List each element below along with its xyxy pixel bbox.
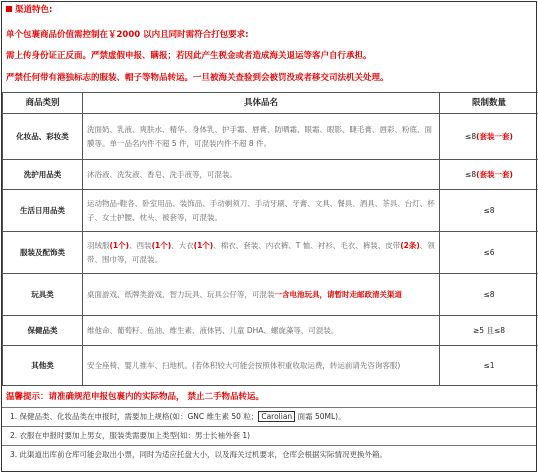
category-cell: 服装及配饰类 [3,232,83,274]
table-header-row [3,93,538,114]
category-cell: 洗护用品类 [3,160,83,190]
category-cell: 保健品类 [3,316,83,346]
shipping-channel-sheet [1,1,537,472]
notes-section [2,387,536,464]
value-limit-rule: 单个包裹商品价值需控制在￥2000 以内且同时需符合打包要求: [2,29,536,42]
items-cell: 桌面游戏、纸牌类游戏、智力玩具、玩具公仔等，可混装一含电池玩具，请暂时走邮政清关渠道 [83,274,440,316]
category-cell: 化妆品、彩妆类 [3,114,83,160]
table-row [3,346,538,386]
prohibited-items-rule: 严禁任何带有港独标志的服装、帽子等物品转运。一旦被海关查验到会被罚没或者移交司法机关处理。 [2,72,536,85]
category-cell: 生活日用品类 [3,190,83,232]
limit-cell: ≤1 [440,346,538,386]
limit-cell: ≤8(套装一套) [440,160,538,190]
items-cell: 维他命、葡萄籽、鱼油、维生素、液体钙、儿童 DHA、螺旋藻等，可混装。 [83,316,440,346]
items-cell: 羽绒服(1个)、西装(1个)、大衣(1个)、棉衣、套装、内衣裤、T 恤、衬衫、毛衣、裤装、皮带(2条)、领带、围巾等，可混装。 [83,232,440,274]
table-row [3,160,538,190]
table-row [3,232,538,274]
limit-cell: ≤8 [440,190,538,232]
table-row [3,316,538,346]
note-item: 3. 此渠道出库前仓库可能会取出小票，同时为适应托盘大小，以及海关过机要求，仓库会根据实际情况更换外箱。 [2,446,536,464]
limit-cell: ≥5 且≤8 [440,316,538,346]
limit-cell: ≤6 [440,232,538,274]
id-card-rule: 需上传身份证正反面。严禁虚假申报、瞒报；若因此产生税金或者造成海关退运等客户自行承担。 [2,50,536,63]
items-cell: 安全座椅、婴儿推车、扫地机。(若体积较大可能会按照体积重收取运费，转运前请先咨询客服) [83,346,440,386]
square-bullet-icon [6,6,12,12]
items-cell: 沐浴液、洗发液、香皂、洗手液等，可混装。 [83,160,440,190]
table-row [3,274,538,316]
notes-title: 温馨提示：请准确规范申报包裹内的实际物品， 禁止二手物品转运。 [2,387,536,408]
limit-cell: ≤8(套装一套) [440,114,538,160]
note-item: 2. 衣服在申报时要加上男女，服装类需要加上类型(如：男士长袖外套 1) [2,427,536,446]
col-header-limit: 限制数量 [440,93,538,114]
items-cell: 洗面奶、乳液、爽肤水、精华、身体乳、护手霜、唇膏、防晒霜、眼霜、眼影、睫毛膏、唇彩、粉底、面膜等。单一品名内件不超 5 件，可混装内件不超 8 件。 [83,114,440,160]
channel-features-title: 渠道特色: [2,4,536,17]
note-item: 1. 保健品类、化妆品类在申报时，需要加上规格(如：GNC 维生素 50 粒； Carolian 面霜 50ML)。 [2,408,536,427]
col-header-items: 具体品名 [83,93,440,114]
items-cell: 运动物品-鞋各、卧室用品、装饰品、手动剃须刀、手动牙刷、牙膏、文具、餐具、酒具、茶具、台灯、杯子、女士护腰、枕头、被套等，可混装。 [83,190,440,232]
col-header-category: 商品类别 [3,93,83,114]
table-row [3,114,538,160]
category-cell: 其他类 [3,346,83,386]
table-row [3,190,538,232]
restriction-table [2,92,538,386]
category-cell: 玩具类 [3,274,83,316]
limit-cell: ≤8 [440,274,538,316]
